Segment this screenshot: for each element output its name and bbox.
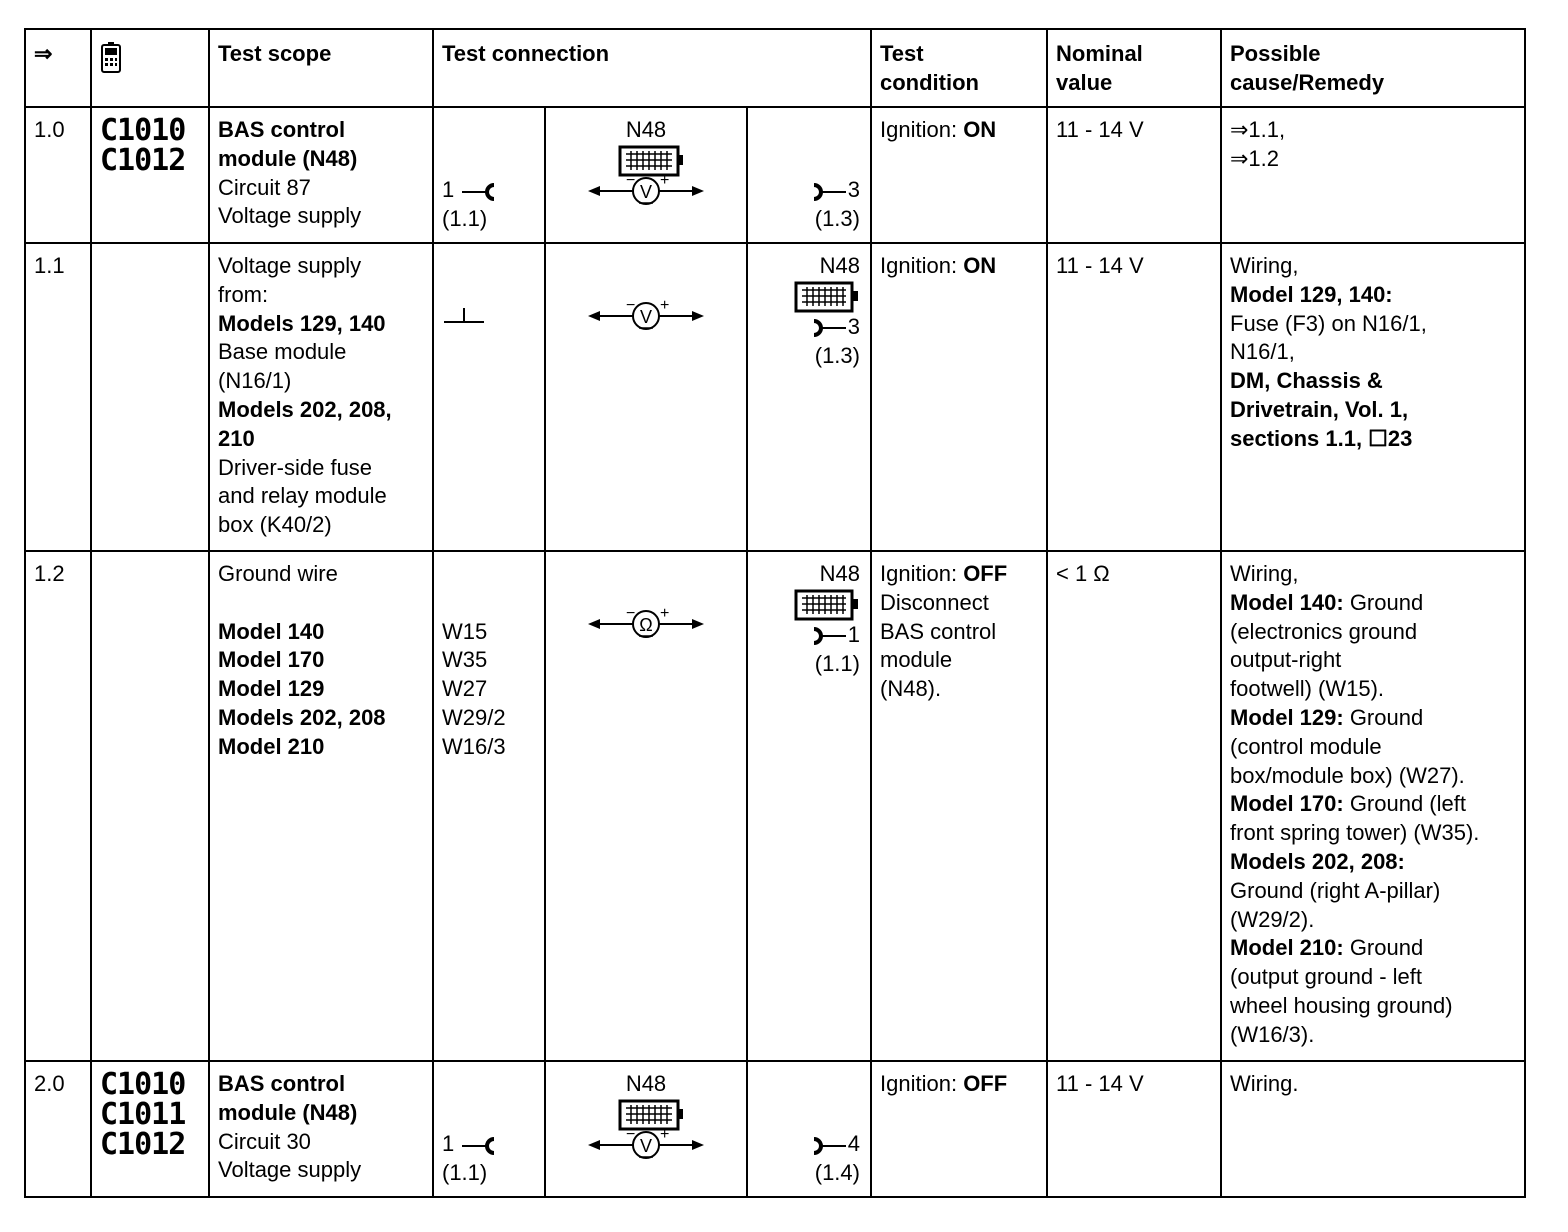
svg-text:−: −	[626, 1125, 636, 1143]
connection-meter	[545, 243, 747, 551]
svg-text:−: −	[626, 171, 636, 189]
plug-connector-icon	[810, 1136, 848, 1156]
header-test-condition: Test condition	[871, 29, 1047, 107]
test-condition: Ignition: OFF	[871, 1061, 1047, 1197]
connection-left: 1 (1.1)	[433, 107, 545, 243]
header-arrow: ⇒	[25, 29, 91, 107]
connection-meter: N48 V − +	[545, 107, 747, 243]
control-module-icon	[794, 589, 860, 621]
connection-left	[433, 243, 545, 551]
possible-cause	[1221, 107, 1525, 243]
nominal-value: < 1 Ω	[1047, 551, 1221, 1061]
test-scope: Ground wire Model 140 Model 170 Model 129 Models 202, 208 Model 210	[209, 551, 433, 1061]
svg-text:V: V	[639, 1135, 653, 1156]
possible-cause: Wiring, Model 140: Ground (electronics ground output-right footwell) (W15). Model 129: Ground (control module box/module box) (W27). Model 170: Ground (left front spring tower) (W35). Models 202, 208: Ground (right A-pillar) (W29/2). Model 210: Ground (output ground - left wheel housing ground) (W16/3).	[1221, 551, 1525, 1061]
connection-right: 3 (1.3)	[747, 107, 871, 243]
step-number: 1.2	[25, 551, 91, 1061]
nominal-value: 11 - 14 V	[1047, 1061, 1221, 1197]
svg-text:+: +	[660, 1125, 670, 1143]
table-row	[25, 1061, 1525, 1197]
voltmeter-icon	[586, 294, 706, 334]
connection-meter: N48 V − +	[545, 1061, 747, 1197]
header-possible-cause: Possible cause/Remedy	[1221, 29, 1525, 107]
possible-cause: Wiring, Model 129, 140: Fuse (F3) on N16/1, N16/1, DM, Chassis & Drivetrain, Vol. 1, sections 1.1, ☐23	[1221, 243, 1525, 551]
connection-left: 1 (1.1)	[433, 1061, 545, 1197]
test-condition: Ignition: ON	[871, 243, 1047, 551]
fault-codes: C1010 C1011 C1012	[91, 1061, 209, 1197]
voltmeter-icon	[586, 145, 706, 207]
svg-text:−: −	[626, 605, 636, 622]
fault-codes	[91, 551, 209, 1061]
header-test-scope: Test scope	[209, 29, 433, 107]
svg-text:+: +	[660, 297, 670, 314]
voltmeter-icon	[586, 1099, 706, 1161]
link-step-1-1[interactable]: ⇒1.1,	[1230, 117, 1286, 142]
table-header-row	[25, 29, 1525, 107]
connection-right: N48 1 (1.1)	[747, 551, 871, 1061]
fault-codes: C1010 C1012	[91, 107, 209, 243]
possible-cause: Wiring.	[1221, 1061, 1525, 1197]
plug-connector-icon	[810, 626, 848, 646]
header-test-connection: Test connection	[433, 29, 871, 107]
fault-codes	[91, 243, 209, 551]
socket-connector-icon	[460, 182, 498, 202]
connection-left: W15 W35 W27 W29/2 W16/3	[433, 551, 545, 1061]
nominal-value: 11 - 14 V	[1047, 243, 1221, 551]
table-row	[25, 243, 1525, 551]
connection-right: 4 (1.4)	[747, 1061, 871, 1197]
svg-text:+: +	[660, 171, 670, 189]
svg-text:Ω: Ω	[639, 615, 653, 635]
test-scope: BAS control module (N48) Circuit 87 Voltage supply	[209, 107, 433, 243]
socket-connector-icon	[460, 1136, 498, 1156]
svg-text:V: V	[639, 307, 653, 327]
nominal-value: 11 - 14 V	[1047, 107, 1221, 243]
table-row	[25, 107, 1525, 243]
test-condition: Ignition: ON	[871, 107, 1047, 243]
svg-text:+: +	[660, 605, 670, 622]
control-module-icon	[794, 281, 860, 313]
connection-right: N48 3 (1.3)	[747, 243, 871, 551]
test-scope: BAS control module (N48) Circuit 30 Voltage supply	[209, 1061, 433, 1197]
test-scope: Voltage supply from: Models 129, 140 Base module (N16/1) Models 202, 208, 210 Driver-side fuse and relay module box (K40/2)	[209, 243, 433, 551]
svg-text:−: −	[626, 297, 636, 314]
header-nominal-value: Nominal value	[1047, 29, 1221, 107]
plug-connector-icon	[810, 182, 848, 202]
diagnostic-test-table	[24, 28, 1526, 1198]
step-number: 1.1	[25, 243, 91, 551]
step-number: 1.0	[25, 107, 91, 243]
ground-symbol-icon	[444, 306, 484, 326]
diagnostic-tester-icon	[100, 42, 122, 74]
header-tester-icon	[91, 29, 209, 107]
connection-meter	[545, 551, 747, 1061]
table-row	[25, 551, 1525, 1061]
plug-connector-icon	[810, 318, 848, 338]
test-condition: Ignition: OFF Disconnect BAS control module (N48).	[871, 551, 1047, 1061]
step-number: 2.0	[25, 1061, 91, 1197]
link-step-1-2[interactable]: ⇒1.2	[1230, 145, 1280, 171]
ohmmeter-icon	[586, 602, 706, 642]
svg-text:V: V	[639, 181, 653, 202]
